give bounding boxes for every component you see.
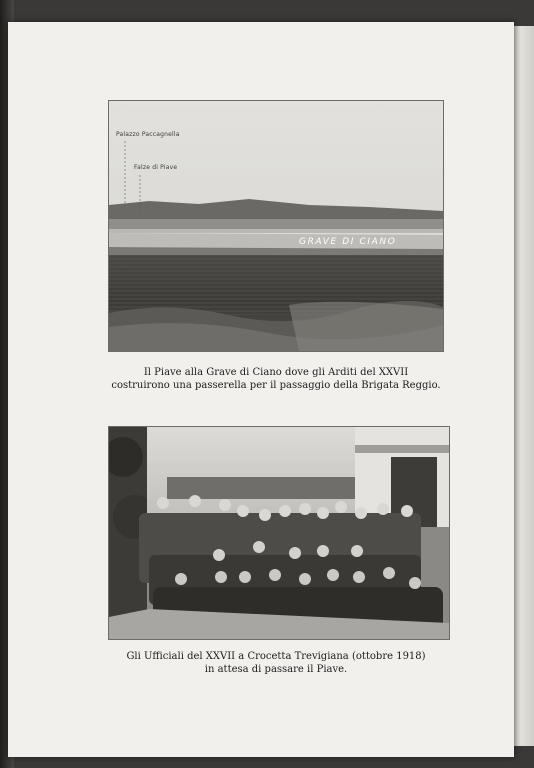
label-grave-di-ciano: GRAVE DI CIANO — [299, 237, 397, 247]
label-falze-di-piave: Falze di Piave — [134, 164, 178, 171]
photo-officers-group — [108, 426, 450, 640]
landscape-image — [109, 101, 443, 351]
caption-bottom-line-1: Gli Ufficiali del XXVII a Crocetta Trevigiana (ottobre 1918) — [126, 651, 426, 662]
group-image — [109, 427, 449, 639]
photo-piave-grave-di-ciano — [108, 100, 444, 352]
book-page — [8, 22, 514, 757]
caption-bottom-line-2: in attesa di passare il Piave. — [204, 664, 348, 675]
label-palazzo-paccagnella: Palazzo Paccagnella — [116, 131, 180, 138]
page-edge — [512, 26, 534, 746]
caption-top-line-1: Il Piave alla Grave di Ciano dove gli Arditi del XXVII — [143, 367, 409, 378]
caption-top — [98, 366, 454, 392]
caption-bottom — [98, 650, 454, 676]
caption-top-line-2: costruirono una passerella per il passaggio della Brigata Reggio. — [111, 380, 441, 391]
